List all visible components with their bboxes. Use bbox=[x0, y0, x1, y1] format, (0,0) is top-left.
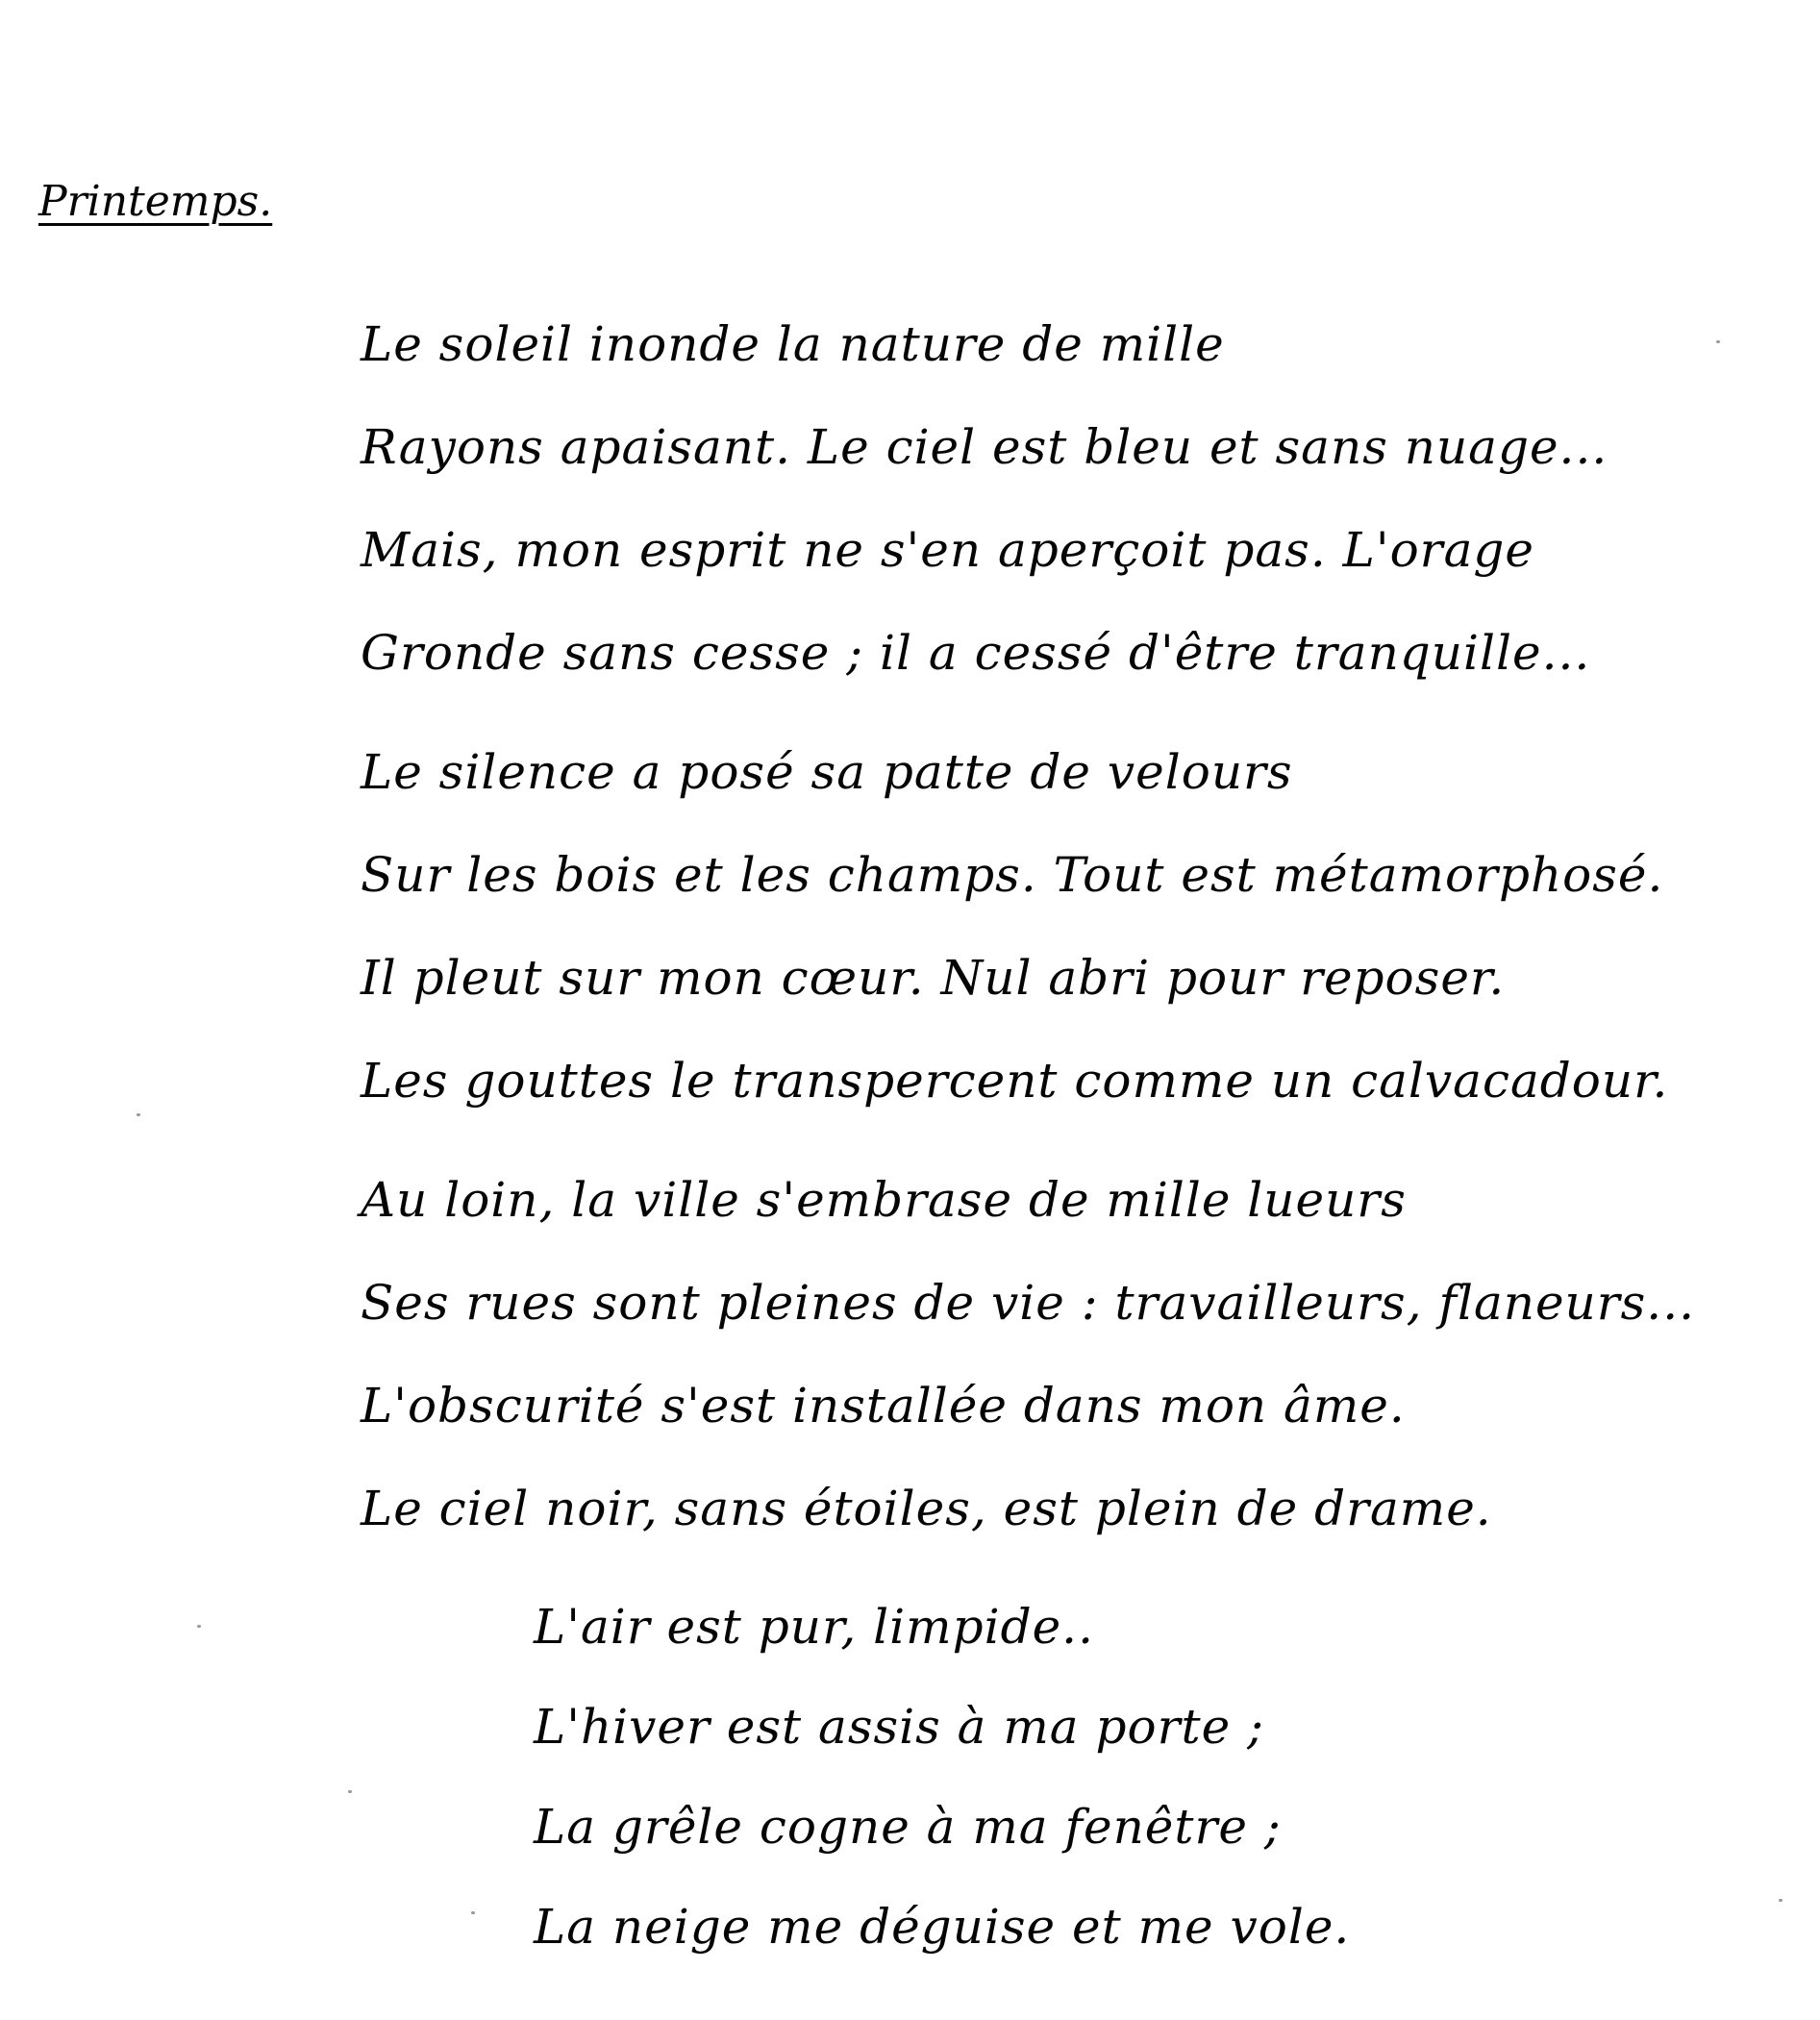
poem-line: Il pleut sur mon cœur. Nul abri pour reposer. bbox=[361, 950, 1506, 1006]
poem-line: La grêle cogne à ma fenêtre ; bbox=[534, 1799, 1282, 1855]
stanza-1 bbox=[361, 293, 1608, 705]
poem-line: Gronde sans cesse ; il a cessé d'être tranquille... bbox=[361, 625, 1591, 681]
stanza-3 bbox=[361, 1149, 1695, 1560]
poem-line: Au loin, la ville s'embrase de mille lueurs bbox=[361, 1172, 1407, 1228]
poem-line: Ses rues sont pleines de vie : travailleurs, flaneurs... bbox=[361, 1275, 1695, 1331]
stanza-4 bbox=[534, 1577, 1350, 1977]
paper-speck bbox=[471, 1911, 475, 1914]
poem-title: Printemps. bbox=[38, 177, 273, 226]
poem-line: L'hiver est assis à ma porte ; bbox=[534, 1699, 1264, 1755]
poem-line: Le soleil inonde la nature de mille bbox=[361, 316, 1225, 372]
poem-line: Les gouttes le transpercent comme un calvacadour. bbox=[361, 1053, 1669, 1109]
poem-line: Le silence a posé sa patte de velours bbox=[361, 744, 1293, 800]
paper-speck bbox=[137, 1113, 140, 1116]
paper-speck bbox=[348, 1790, 352, 1793]
paper-speck bbox=[1716, 340, 1720, 343]
poem-line: L'air est pur, limpide.. bbox=[534, 1599, 1094, 1655]
poem-line: Mais, mon esprit ne s'en aperçoit pas. L'orage bbox=[361, 522, 1534, 578]
poem-line: La neige me déguise et me vole. bbox=[534, 1899, 1351, 1955]
poem-line: Le ciel noir, sans étoiles, est plein de drame. bbox=[361, 1481, 1492, 1536]
paper-speck bbox=[1779, 1899, 1783, 1902]
poem-line: Rayons apaisant. Le ciel est bleu et sans nuage... bbox=[361, 419, 1608, 475]
poem-line: L'obscurité s'est installée dans mon âme. bbox=[361, 1378, 1406, 1434]
poem-line: Sur les bois et les champs. Tout est métamorphosé. bbox=[361, 847, 1664, 903]
paper-speck bbox=[197, 1625, 201, 1628]
stanza-2 bbox=[361, 721, 1668, 1133]
